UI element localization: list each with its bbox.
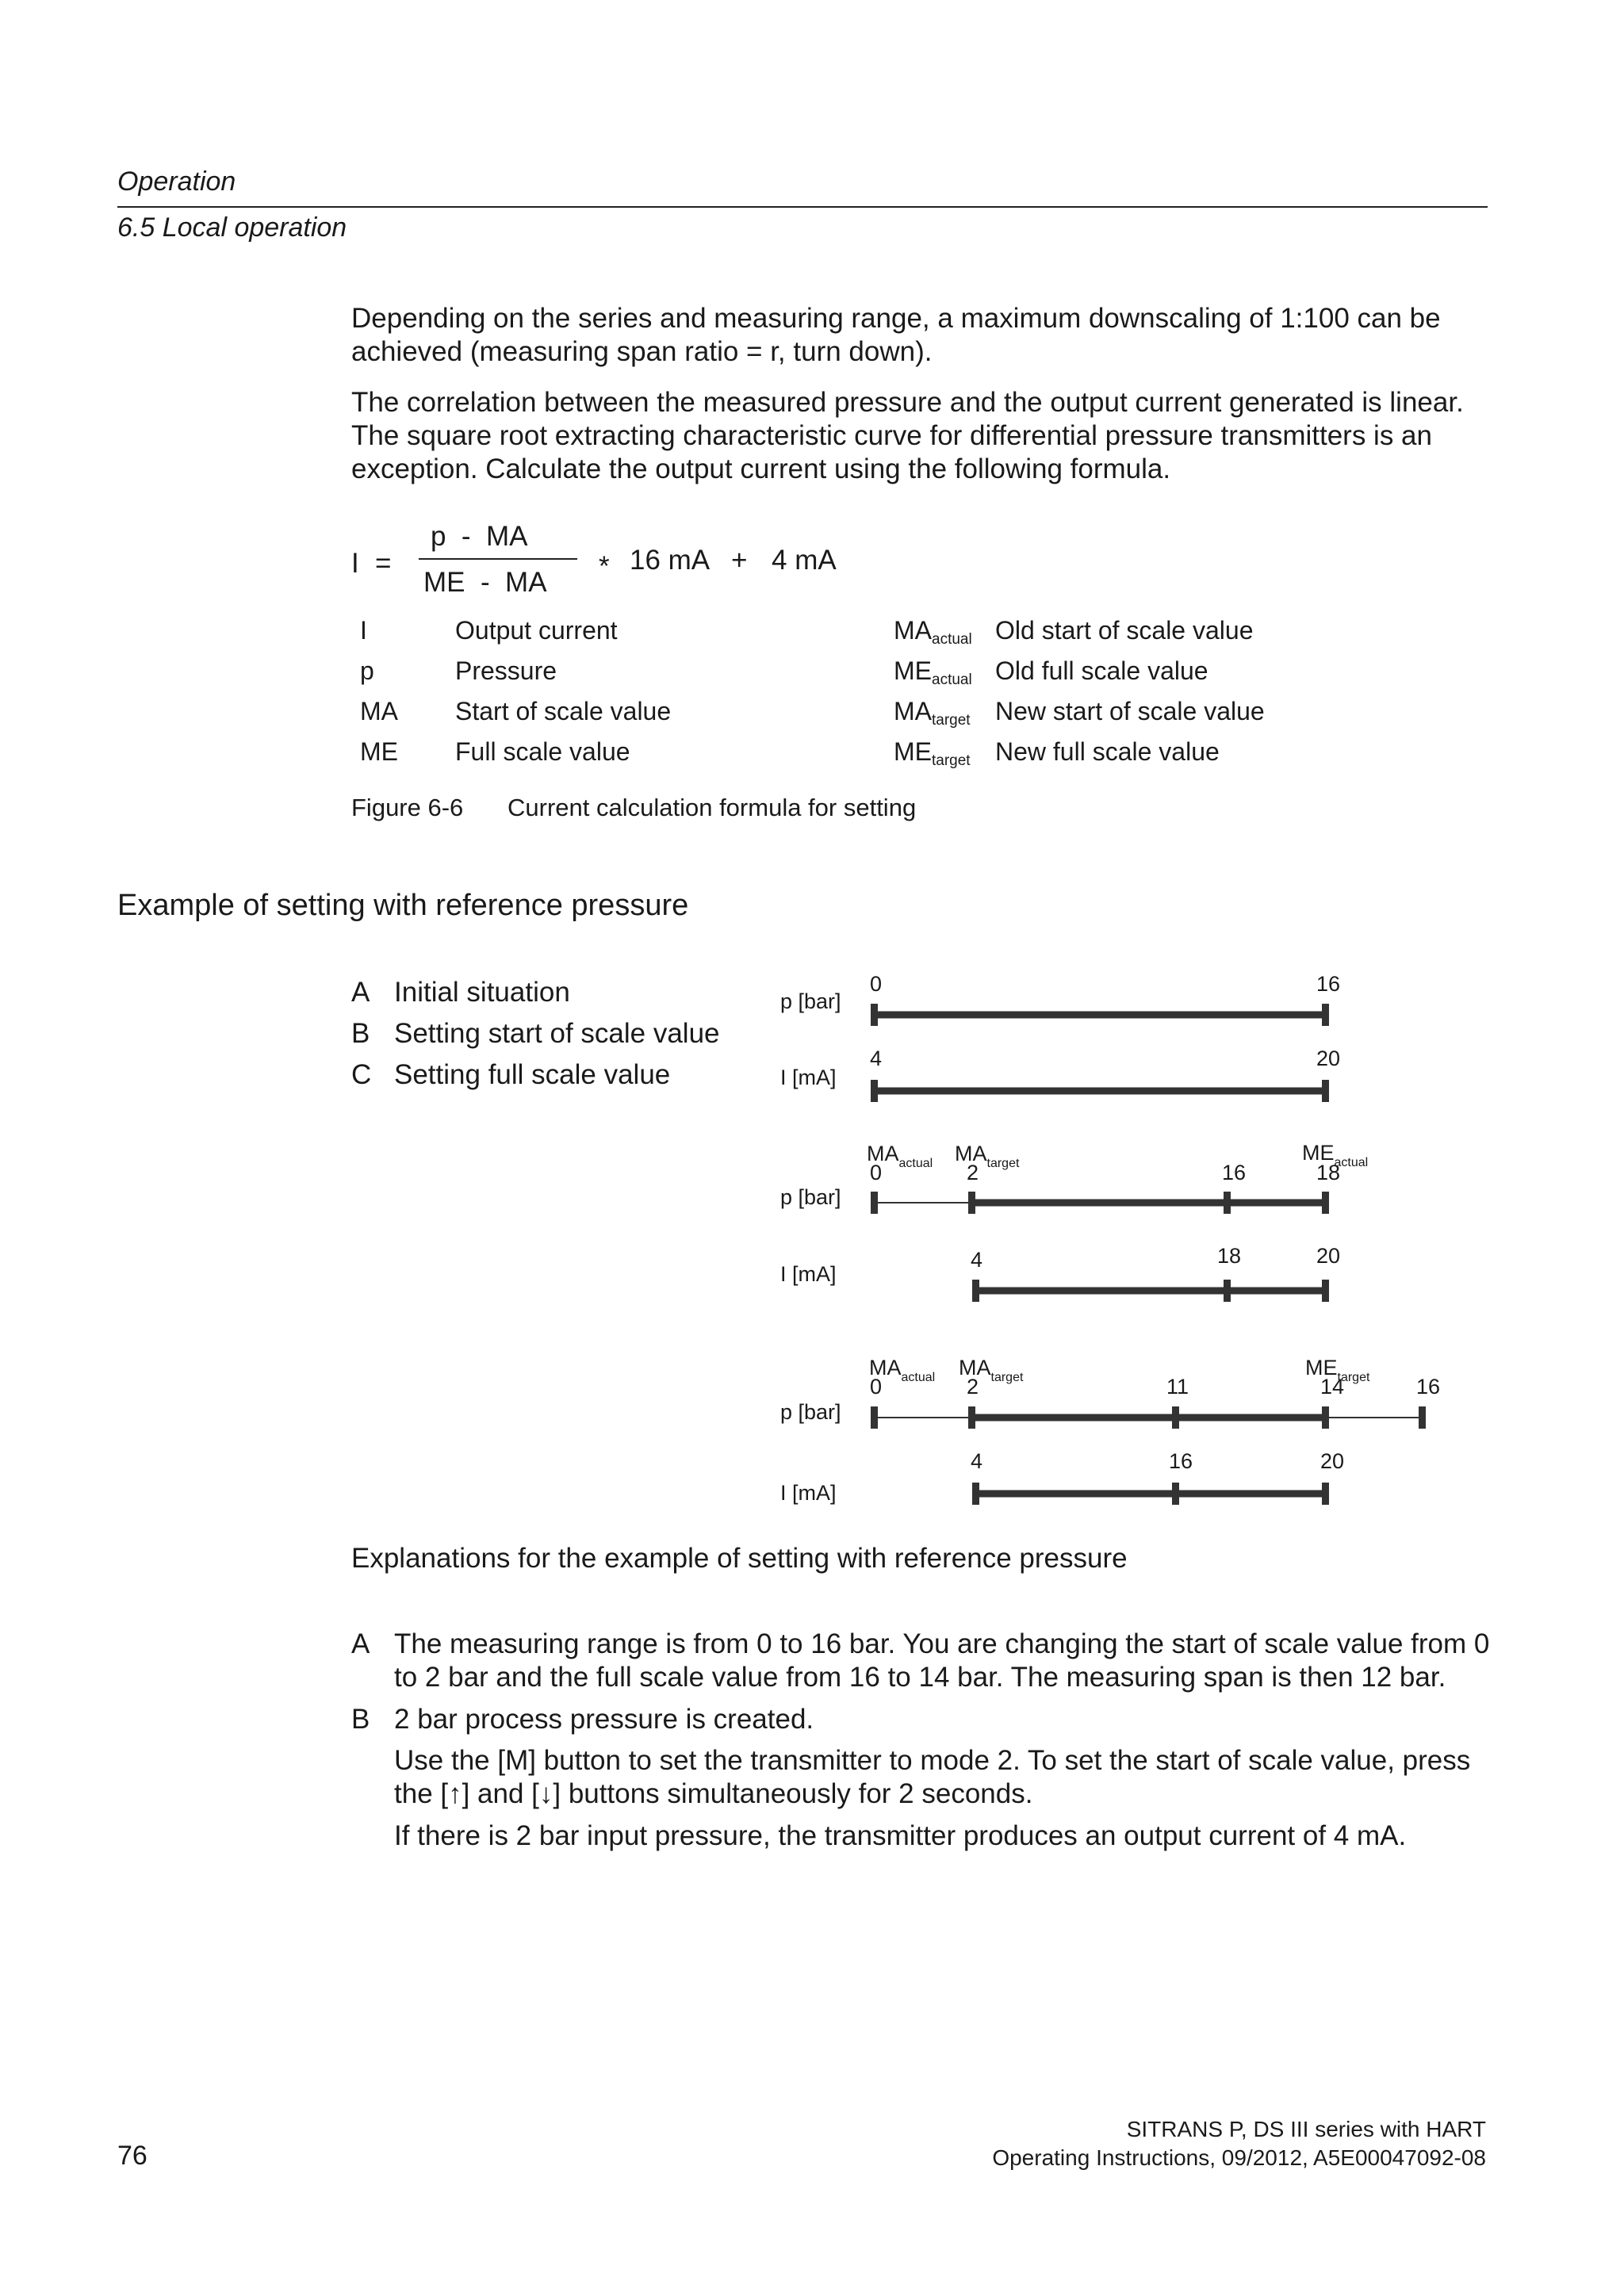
- tick-label: 2: [967, 1161, 979, 1184]
- axis-label-current: I [mA]: [780, 1066, 837, 1089]
- tick-label: 20: [1316, 1244, 1341, 1268]
- intro-paragraph-2: The correlation between the measured pressure and the output current generated is linear. The square root extracting characteristic curve for differential pressure transmitters is an exception. Calculate the output current using the following formula.: [351, 387, 1464, 484]
- tick-mark: [871, 1192, 878, 1214]
- formula-denominator: ME - MA: [423, 567, 547, 598]
- tick-label: 2: [967, 1375, 979, 1399]
- legend-desc: Start of scale value: [455, 697, 672, 725]
- tick-label: 14: [1320, 1375, 1345, 1399]
- legend-desc: New full scale value: [995, 737, 1220, 766]
- tick-label: 0: [870, 972, 883, 996]
- explanation-letter: B: [351, 1704, 370, 1735]
- header-rule: [117, 206, 1488, 208]
- axis-label-pressure: p [bar]: [780, 1400, 841, 1424]
- tick-label: 16: [1416, 1375, 1441, 1399]
- annotation: $MA_{actual}$: [869, 1356, 936, 1384]
- figure-caption: Current calculation formula for setting: [508, 794, 917, 821]
- tick-mark: [1172, 1406, 1179, 1429]
- legend-sym: MA: [894, 697, 932, 725]
- legend-desc: Old full scale value: [995, 656, 1208, 685]
- legend-sym: ME: [360, 737, 398, 766]
- axis-label-current: I [mA]: [780, 1262, 837, 1286]
- tick-mark: [871, 1406, 878, 1429]
- tick-label: 16: [1222, 1161, 1247, 1184]
- legend-desc: Full scale value: [455, 737, 630, 766]
- example-heading: Example of setting with reference pressure: [117, 889, 689, 922]
- tick-mark: [968, 1406, 975, 1429]
- tick-label: 4: [971, 1248, 983, 1272]
- tick-mark: [1322, 1080, 1329, 1102]
- tick-mark: [968, 1192, 975, 1214]
- tick-mark: [871, 1080, 878, 1102]
- tick-label: 16: [1169, 1449, 1193, 1473]
- formula-numerator: p - MA: [431, 521, 528, 552]
- tick-label: 18: [1217, 1244, 1242, 1268]
- tick-mark: [1224, 1280, 1231, 1302]
- legend-sub: target: [932, 712, 971, 729]
- annotation: $MA_{actual}$: [867, 1142, 933, 1170]
- legend-desc: Old start of scale value: [995, 616, 1254, 645]
- legend-sub: actual: [932, 672, 972, 688]
- legend-sym: MA: [894, 616, 932, 645]
- footer-product: SITRANS P, DS III series with HART: [1126, 2117, 1486, 2141]
- tick-label: 20: [1316, 1047, 1341, 1070]
- tick-mark: [1224, 1192, 1231, 1214]
- legend-sub: actual: [932, 631, 972, 648]
- explanation-b-line2: Use the [M] button to set the transmitter to mode 2. To set the start of scale value, press the [↑] and [↓] buttons simultaneously for 2 seconds.: [394, 1745, 1471, 1809]
- formula-multiply: *: [599, 551, 610, 582]
- explanation-a: The measuring range is from 0 to 16 bar. You are changing the start of scale value from 0 to 2 bar and the full scale value from 16 to 14 bar. The measuring span is then 12 bar.: [394, 1628, 1490, 1693]
- tick-label: 0: [870, 1375, 883, 1399]
- tick-label: 18: [1316, 1161, 1341, 1184]
- legend-desc: New start of scale value: [995, 697, 1265, 725]
- legend-sym: MA: [360, 697, 398, 725]
- tick-mark: [1322, 1280, 1329, 1302]
- annotation: $ME_{target}$: [1305, 1356, 1370, 1384]
- explanation-letter: A: [351, 1628, 370, 1659]
- explanation-b-line3: If there is 2 bar input pressure, the transmitter produces an output current of 4 mA.: [394, 1820, 1407, 1851]
- tick-mark: [871, 1004, 878, 1026]
- example-item-letter: C: [351, 1059, 372, 1090]
- legend-sym: ME: [894, 656, 932, 685]
- annotation: $MA_{target}$: [959, 1356, 1024, 1384]
- tick-label: 11: [1166, 1375, 1189, 1399]
- tick-label: 0: [870, 1161, 883, 1184]
- example-item-letter: B: [351, 1018, 370, 1049]
- formula-offset: 4 mA: [772, 545, 837, 576]
- legend-sym: ME: [894, 737, 932, 766]
- explanation-b-line1: 2 bar process pressure is created.: [394, 1704, 814, 1735]
- legend-sym: I: [360, 616, 367, 645]
- intro-paragraph-1: Depending on the series and measuring range, a maximum downscaling of 1:100 can be achieved (measuring span ratio = r, turn down).: [351, 303, 1441, 367]
- axis-label-pressure: p [bar]: [780, 989, 841, 1013]
- tick-label: 4: [971, 1449, 983, 1473]
- tick-label: 20: [1320, 1449, 1345, 1473]
- tick-mark: [972, 1483, 979, 1505]
- example-item-text: Setting start of scale value: [394, 1018, 720, 1049]
- figure-number: Figure 6-6: [351, 794, 464, 821]
- legend-desc: Output current: [455, 616, 618, 645]
- tick-label: 16: [1316, 972, 1341, 996]
- tick-mark: [1172, 1483, 1179, 1505]
- formula-plus: +: [731, 545, 748, 576]
- annotation: $MA_{target}$: [955, 1142, 1020, 1170]
- example-item-text: Initial situation: [394, 977, 570, 1008]
- example-item-text: Setting full scale value: [394, 1059, 671, 1090]
- formula-equals: =: [375, 548, 392, 579]
- annotation: $ME_{actual}$: [1302, 1141, 1369, 1169]
- tick-mark: [1322, 1406, 1329, 1429]
- tick-label: 4: [870, 1047, 883, 1070]
- footer-doc: Operating Instructions, 09/2012, A5E00047092-08: [992, 2145, 1486, 2170]
- tick-mark: [1322, 1192, 1329, 1214]
- fraction-bar: [419, 558, 577, 560]
- tick-mark: [972, 1280, 979, 1302]
- axis-label-pressure: p [bar]: [780, 1185, 841, 1209]
- legend-desc: Pressure: [455, 656, 557, 685]
- legend-sym: p: [360, 656, 374, 685]
- tick-mark: [1322, 1483, 1329, 1505]
- header-subsection: 6.5 Local operation: [117, 212, 347, 243]
- tick-mark: [1419, 1406, 1426, 1429]
- page-number: 76: [117, 2141, 147, 2171]
- formula-factor: 16 mA: [630, 545, 710, 576]
- header-section: Operation: [117, 166, 236, 197]
- range-diagram: [761, 967, 1459, 1522]
- formula-lhs: I: [351, 548, 359, 579]
- tick-mark: [1322, 1004, 1329, 1026]
- legend-sub: target: [932, 752, 971, 769]
- axis-label-current: I [mA]: [780, 1481, 837, 1505]
- example-item-letter: A: [351, 977, 370, 1008]
- explanations-title: Explanations for the example of setting with reference pressure: [351, 1543, 1128, 1574]
- formula: [351, 515, 906, 603]
